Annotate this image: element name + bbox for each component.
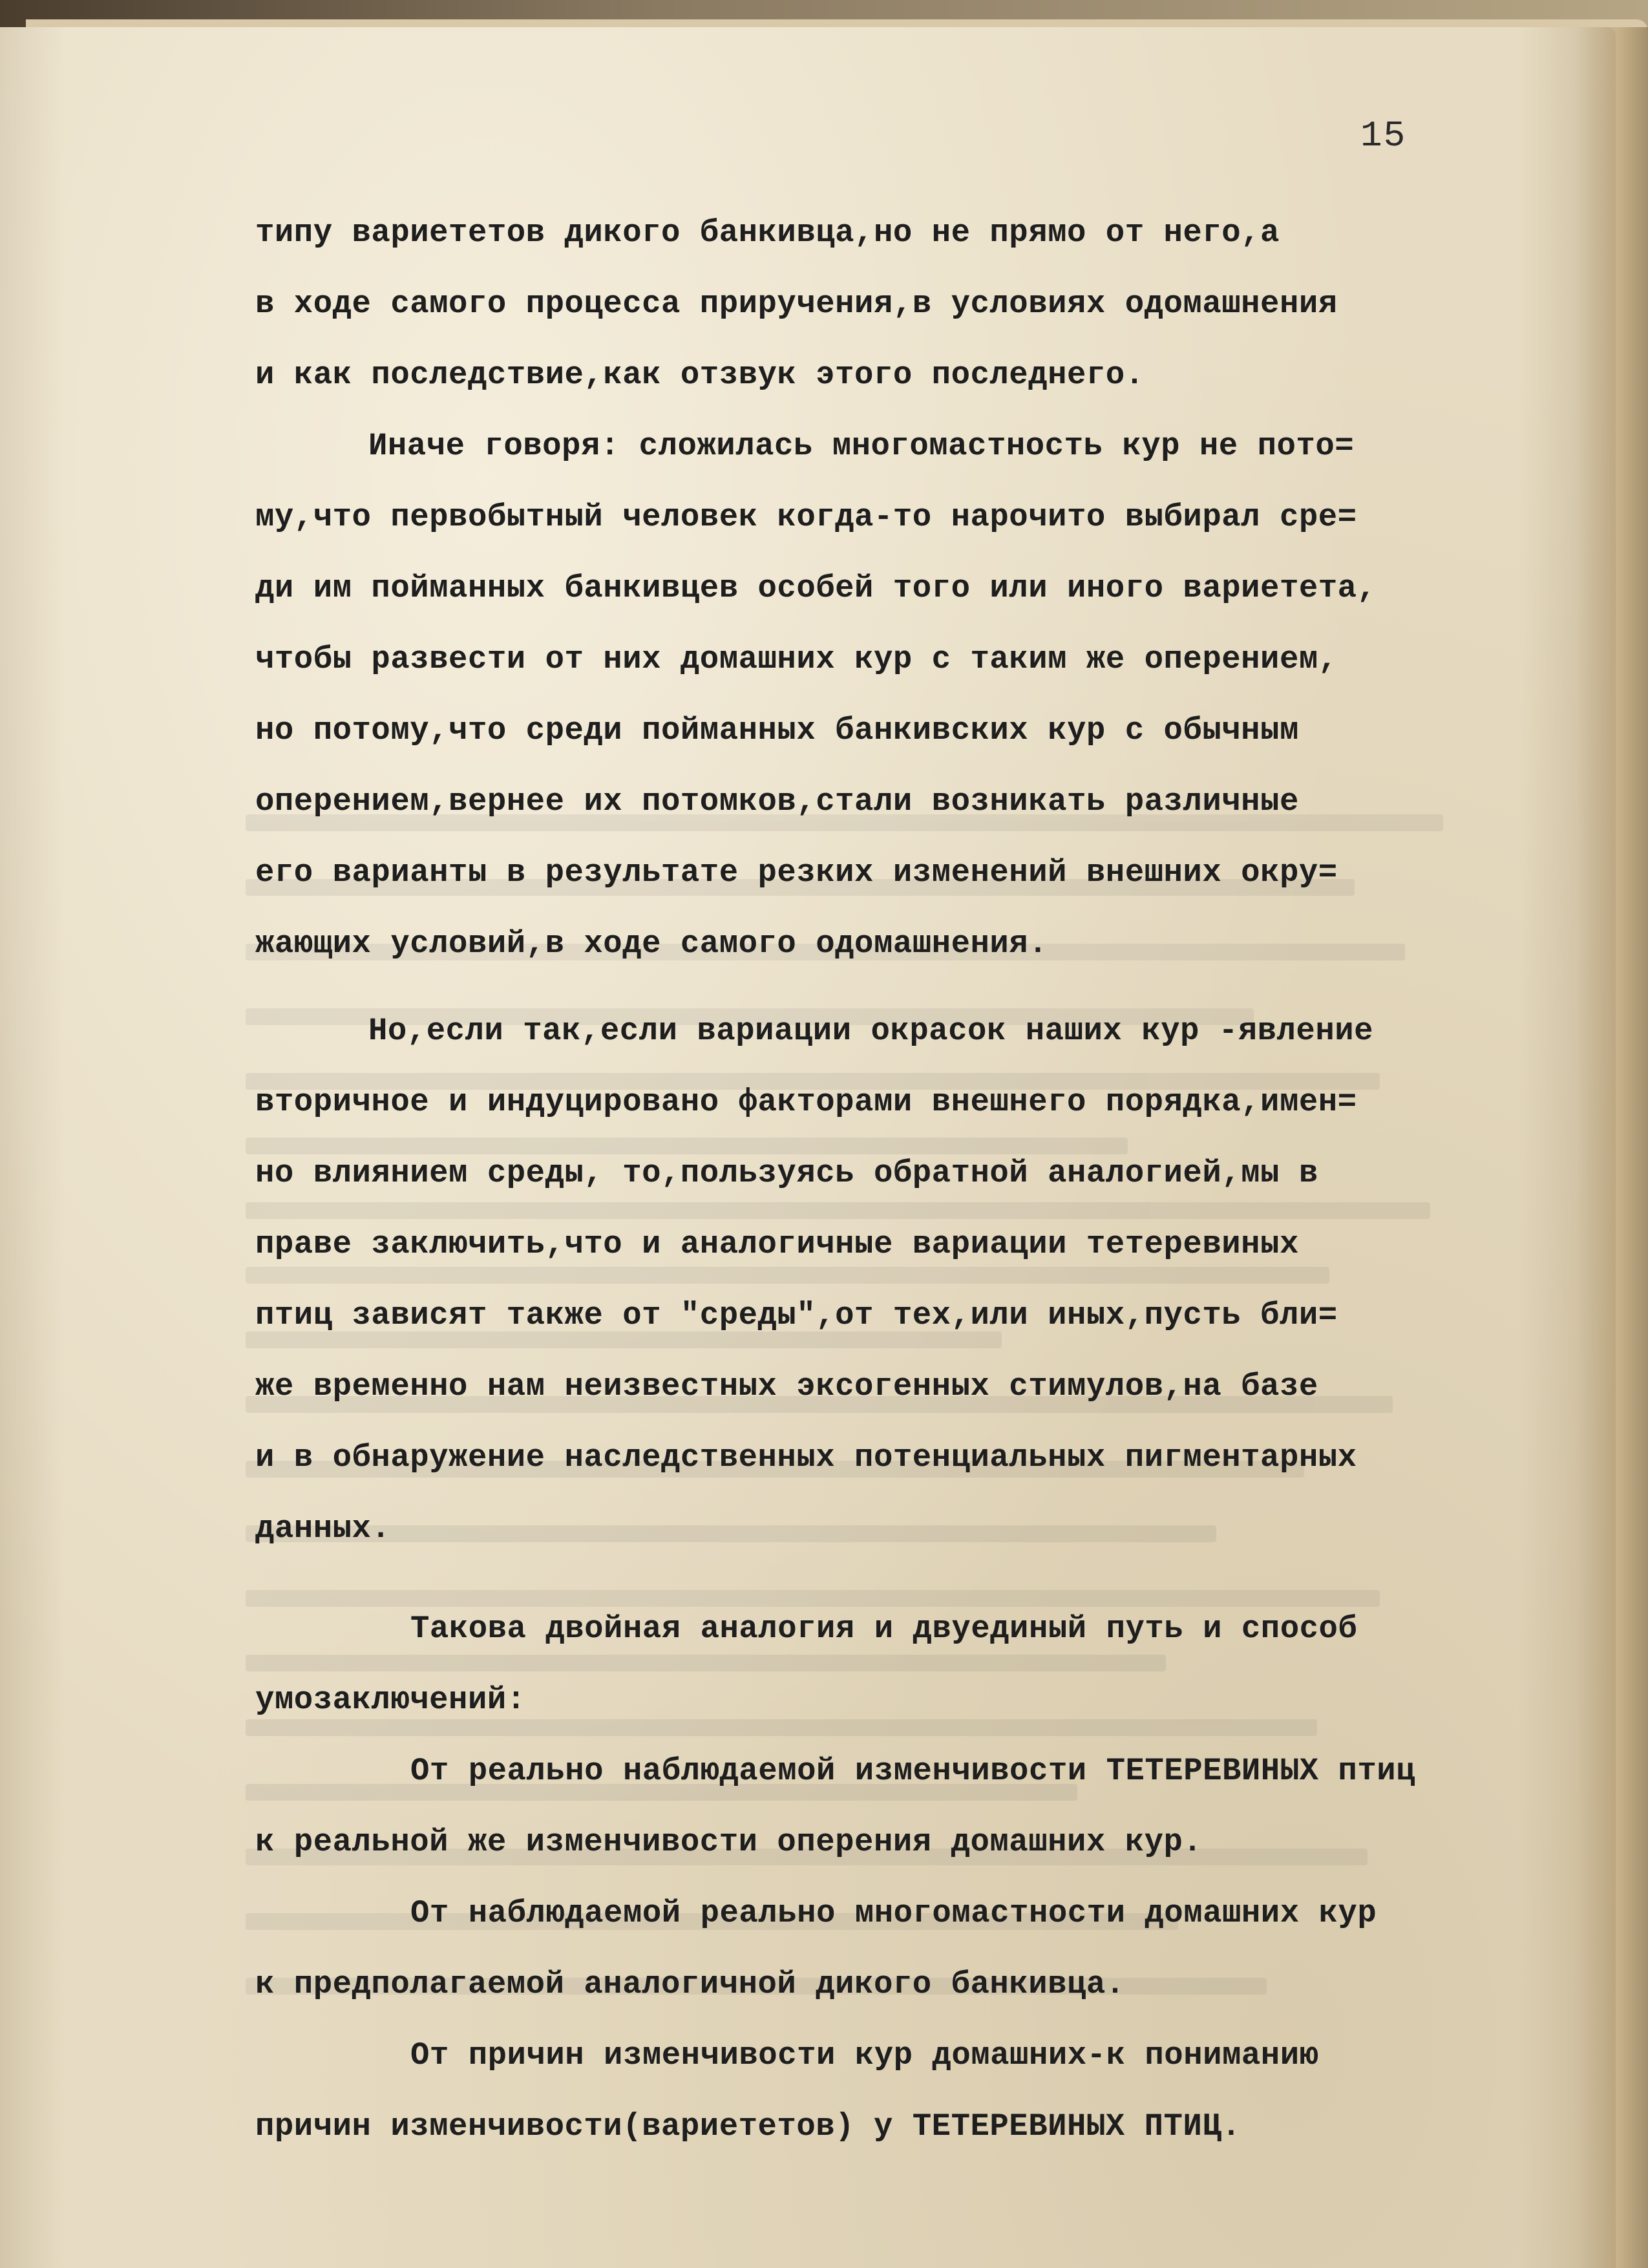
text-line: но влиянием среды, то,пользуясь обратной аналогией,мы в [255, 1155, 1318, 1191]
text-line: му,что первобытный человек когда-то нарочито выбирал сре= [255, 499, 1357, 535]
text-line: и в обнаружение наследственных потенциальных пигментарных [255, 1439, 1357, 1476]
text-line: Иначе говоря: сложилась многомастность кур не пото= [368, 428, 1355, 464]
text-line: но потому,что среди пойманных банкивских кур с обычным [255, 712, 1299, 748]
text-line: причин изменчивости(вариететов) у ТЕТЕРЕВИНЫХ ПТИЦ. [255, 2108, 1241, 2145]
text-line: и как последствие,как отзвук этого последнего. [255, 357, 1145, 393]
text-line: типу вариететов дикого банкивца,но не прямо от него,а [255, 215, 1280, 251]
text-line: же временно нам неизвестных эксогенных стимулов,на базе [255, 1368, 1318, 1404]
text-line: жающих условий,в ходе самого одомашнения. [255, 926, 1048, 962]
text-line: оперением,вернее их потомков,стали возникать различные [255, 783, 1299, 820]
body-text [255, 197, 1600, 2162]
text-line: Но,если так,если вариации окрасок наших кур -явление [368, 1013, 1374, 1049]
text-line: к реальной же изменчивости оперения домашних кур. [255, 1824, 1203, 1860]
text-line: вторичное и индуцировано факторами внешнего порядка,имен= [255, 1084, 1357, 1120]
text-line: От реально наблюдаемой изменчивости ТЕТЕРЕВИНЫХ птиц [410, 1753, 1416, 1789]
text-line: птиц зависят также от "среды",от тех,или иных,пусть бли= [255, 1297, 1338, 1333]
text-line: данных. [255, 1510, 391, 1547]
text-line: чтобы развести от них домашних кур с таким же оперением, [255, 641, 1338, 677]
text-line: к предполагаемой аналогичной дикого банкивца. [255, 1966, 1125, 2002]
text-line: Такова двойная аналогия и двуединый путь и способ [410, 1611, 1358, 1647]
text-line: умозаключений: [255, 1682, 526, 1718]
text-line: ди им пойманных банкивцев особей того или иного вариетета, [255, 570, 1377, 606]
text-line: От причин изменчивости кур домашних-к пониманию [410, 2037, 1319, 2073]
page-number: 15 [1360, 115, 1407, 156]
text-line: От наблюдаемой реально многомастности домашних кур [410, 1895, 1377, 1931]
text-line: в ходе самого процесса приручения,в условиях одомашнения [255, 286, 1338, 322]
text-line: его варианты в результате резких изменений внешних окру= [255, 854, 1338, 891]
text-line: праве заключить,что и аналогичные вариации тетеревиных [255, 1226, 1299, 1262]
